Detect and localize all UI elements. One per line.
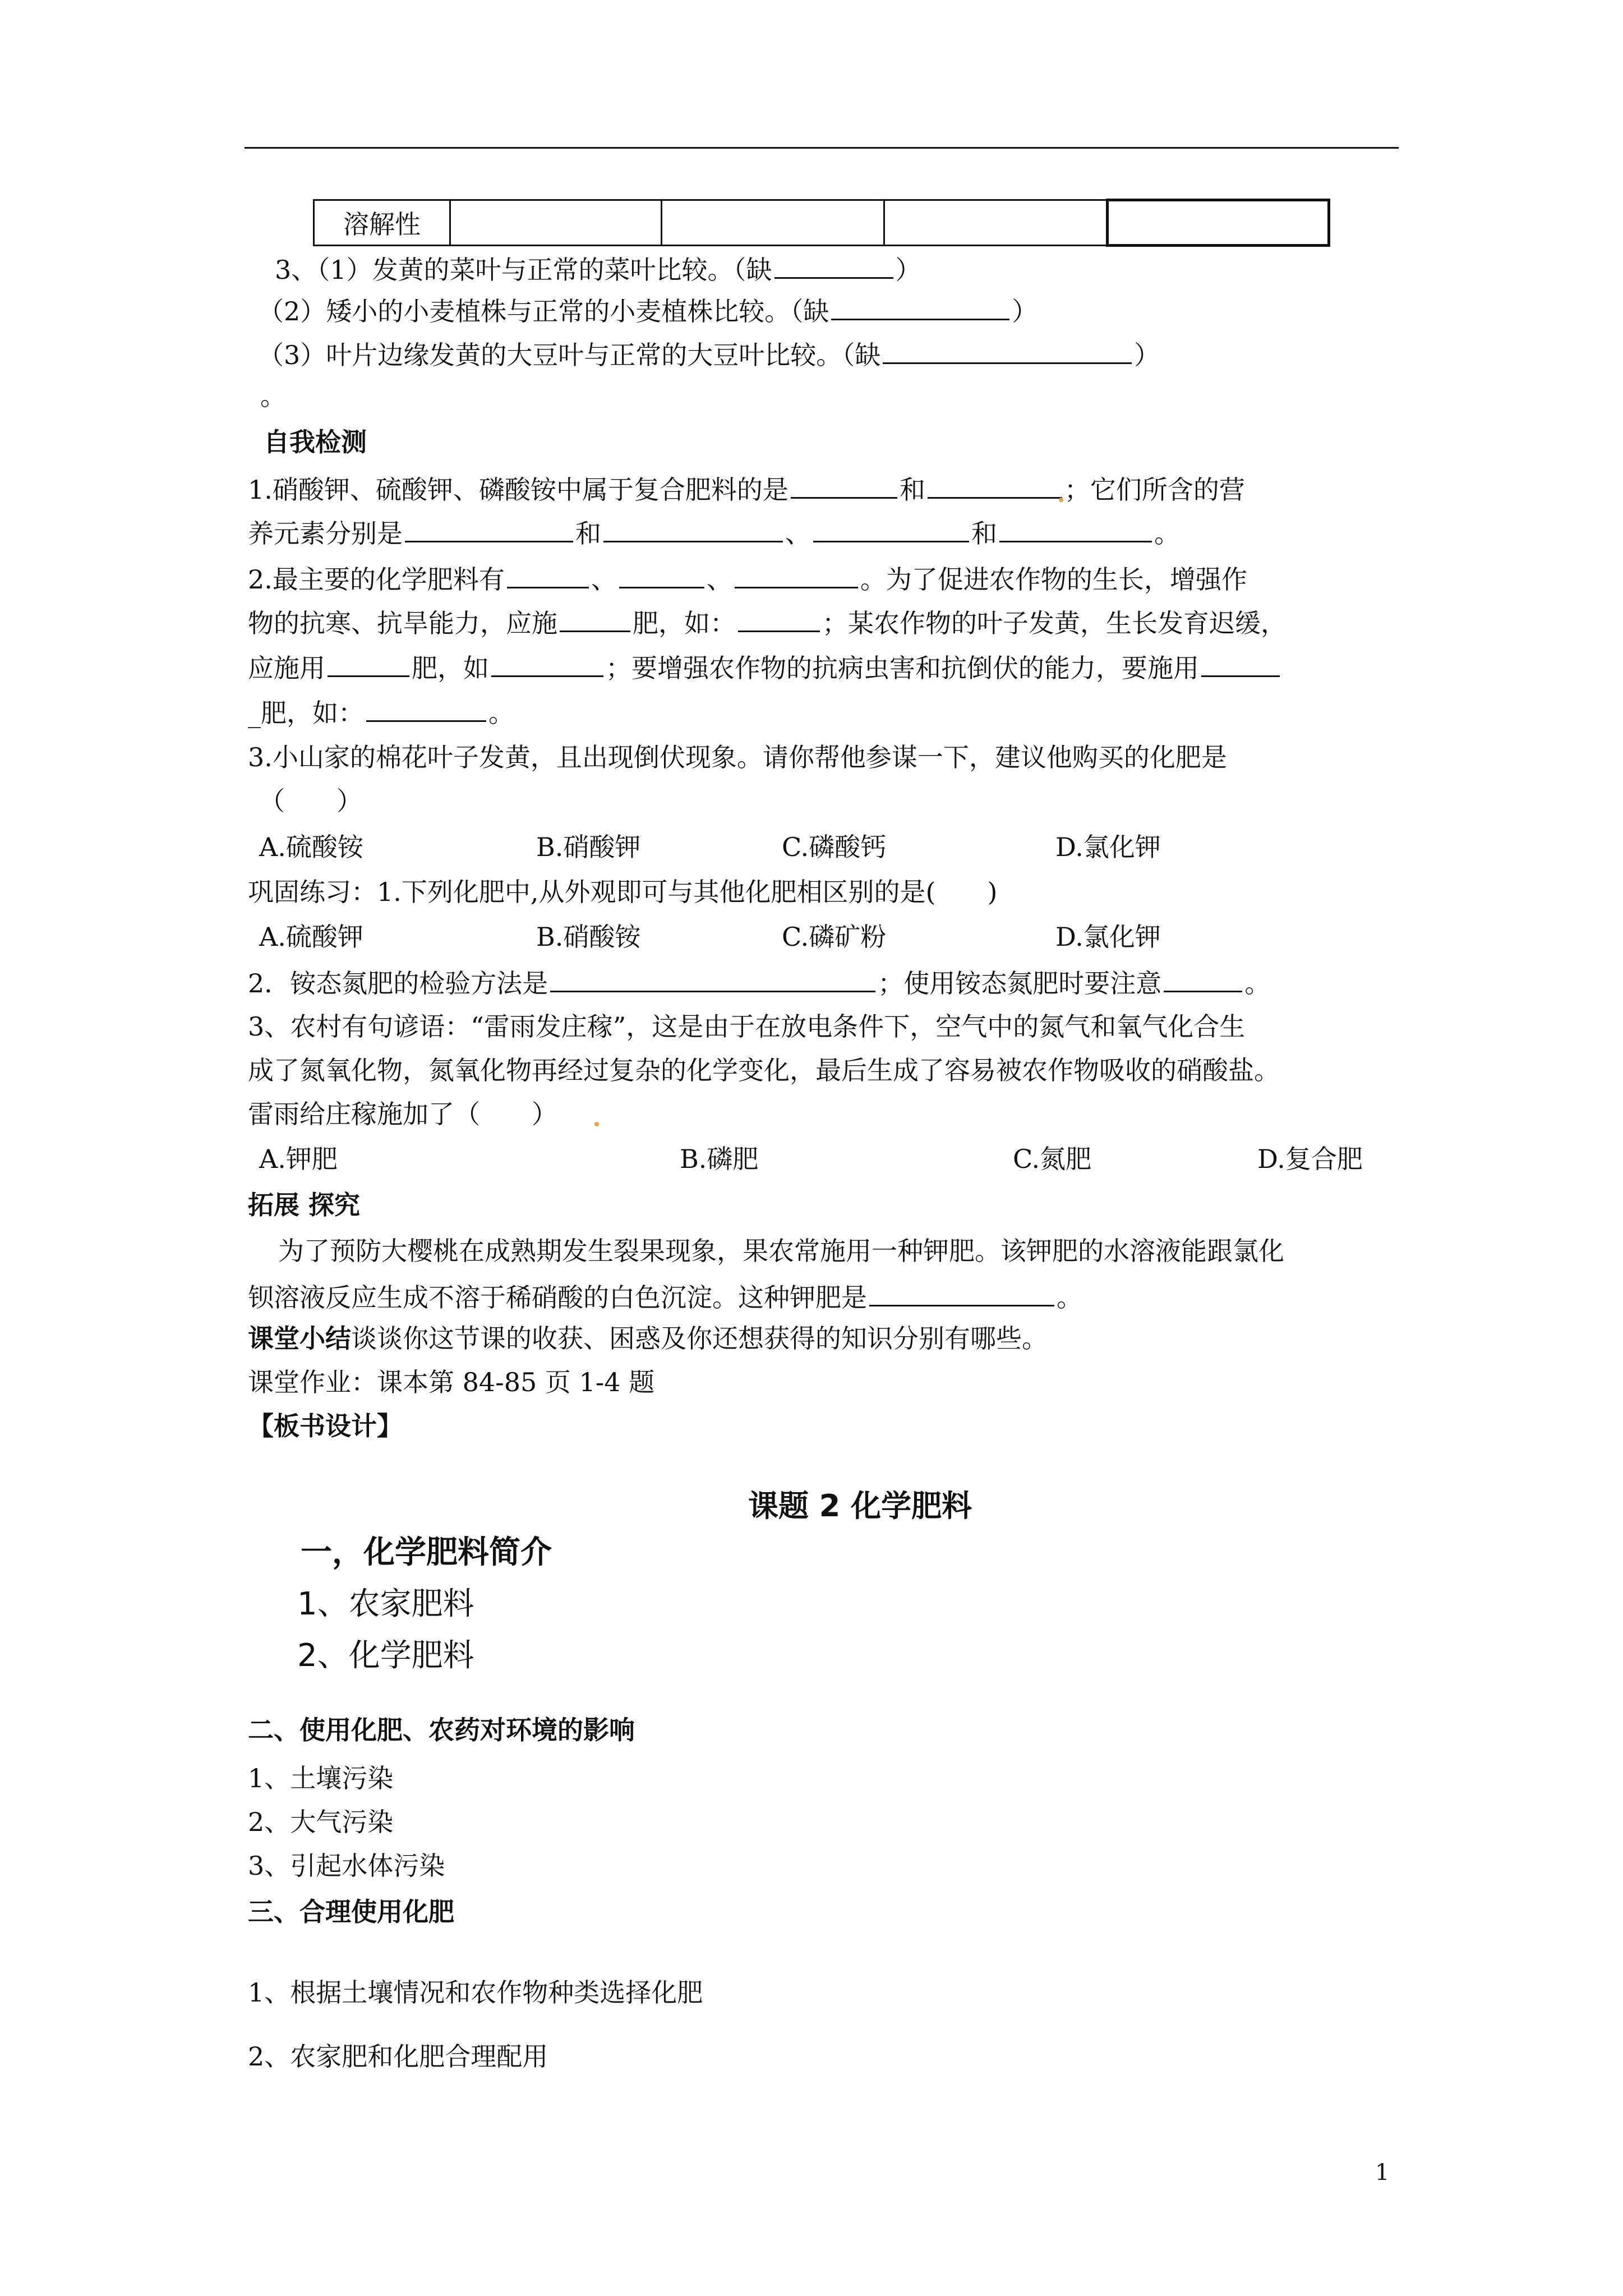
deficiency-q1: 3、（1）发黄的菜叶与正常的菜叶比较。（缺 ）: [275, 251, 921, 287]
option-b[interactable]: B.硝酸铵: [536, 922, 641, 952]
option-d[interactable]: D.复合肥: [1257, 1144, 1363, 1174]
option-c[interactable]: C.磷酸钙: [782, 832, 887, 862]
answer-blank[interactable]: [813, 515, 969, 542]
stray-mark: [1059, 498, 1063, 502]
extension-line2: 钡溶液反应生成不溶于稀硝酸的白色沉淀。这种钾肥是 。: [248, 1279, 1082, 1314]
table-cell-blank: [450, 200, 662, 246]
option-b[interactable]: B.磷肥: [680, 1144, 759, 1174]
self-test-p1-line2: 养元素分别是 和 、 和 。: [248, 515, 1180, 550]
section-heading-self-test: 自我检测: [264, 427, 367, 457]
board-item: 1、土壤污染: [248, 1763, 394, 1793]
practice-q2: 2．铵态氮肥的检验方法是 ；使用铵态氮肥时要注意 。: [248, 965, 1270, 1000]
answer-blank[interactable]: [883, 337, 1132, 364]
board-section-3: 三、合理使用化肥: [248, 1897, 454, 1927]
board-design-heading: 【板书设计】: [248, 1411, 403, 1441]
board-item: 2、大气污染: [248, 1807, 394, 1837]
practice-q3-line2: 成了氮氧化物，氮氧化物再经过复杂的化学变化，最后生成了容易被农作物吸收的硝酸盐。: [248, 1055, 1280, 1085]
self-test-p3-line2: （ ）: [259, 786, 362, 816]
table-cell-blank: [884, 200, 1108, 246]
option-a[interactable]: A.硫酸钾: [259, 922, 363, 952]
answer-blank[interactable]: [560, 605, 630, 632]
practice-q1: 巩固练习：1.下列化肥中,从外观即可与其他化肥相区别的是( ): [248, 877, 998, 907]
table-cell-blank: [662, 200, 884, 246]
option-d[interactable]: D.氯化钾: [1055, 922, 1161, 952]
header-rule: [245, 147, 1399, 149]
answer-blank[interactable]: [1164, 965, 1242, 992]
homework: 课堂作业：课本第 84-85 页 1-4 题: [248, 1367, 655, 1397]
answer-blank[interactable]: [791, 471, 897, 499]
self-test-p2-line4: _肥，如： 。: [248, 694, 514, 730]
answer-blank[interactable]: [869, 1279, 1054, 1306]
deficiency-q3: （3）叶片边缘发黄的大豆叶与正常的大豆叶比较。（缺 ）: [258, 337, 1160, 372]
self-test-p2-line3: 应施用 肥，如 ；要增强农作物的抗病虫害和抗倒伏的能力，要施用: [248, 650, 1282, 685]
deficiency-end: 。: [260, 381, 286, 411]
option-c[interactable]: C.磷矿粉: [782, 922, 887, 952]
board-item: 2、化学肥料: [297, 1637, 474, 1674]
practice-q3-line1: 3、农村有句谚语：“雷雨发庄稼”，这是由于在放电条件下，空气中的氮气和氧气化合生: [248, 1011, 1246, 1042]
answer-blank[interactable]: [328, 650, 409, 677]
answer-blank[interactable]: [550, 965, 875, 992]
board-section-2: 二、使用化肥、农药对环境的影响: [248, 1715, 635, 1745]
answer-blank[interactable]: [1201, 650, 1280, 677]
option-a[interactable]: A.钾肥: [259, 1144, 338, 1174]
option-d[interactable]: D.氯化钾: [1055, 832, 1161, 862]
table-cell-blank: [1108, 200, 1329, 246]
answer-blank[interactable]: [507, 561, 589, 588]
table-cell-label: 溶解性: [314, 200, 450, 246]
answer-blank[interactable]: [619, 561, 704, 588]
board-section-1: 一，化学肥料简介: [301, 1534, 552, 1571]
answer-blank[interactable]: [774, 251, 893, 279]
stray-mark: [594, 1122, 599, 1126]
extension-line1: 为了预防大樱桃在成熟期发生裂果现象，果农常施用一种钾肥。该钾肥的水溶液能跟氯化: [278, 1236, 1284, 1266]
answer-blank[interactable]: [831, 293, 1009, 320]
self-test-p2-line2: 物的抗寒、抗旱能力，应施 肥，如： ；某农作物的叶子发黄，生长发育迟缓，: [248, 605, 1287, 640]
answer-blank[interactable]: [928, 471, 1062, 499]
answer-blank[interactable]: [366, 694, 486, 722]
solubility-table: [313, 199, 1330, 247]
board-item: 2、农家肥和化肥合理配用: [248, 2041, 548, 2072]
answer-blank[interactable]: [603, 515, 783, 542]
board-item: 1、根据土壤情况和农作物种类选择化肥: [248, 1977, 703, 2008]
table-row: [314, 200, 1329, 246]
answer-blank[interactable]: [738, 605, 820, 632]
option-c[interactable]: C.氮肥: [1013, 1144, 1092, 1174]
deficiency-q2: （2）矮小的小麦植株与正常的小麦植株比较。（缺 ）: [258, 293, 1038, 328]
self-test-p3-line1: 3.小山家的棉花叶子发黄，且出现倒伏现象。请你帮他参谋一下，建议他购买的化肥是: [248, 742, 1227, 772]
option-a[interactable]: A.硫酸铵: [259, 832, 363, 862]
self-test-p1-line1: 1.硝酸钾、硫酸钾、磷酸铵中属于复合肥料的是 和 ；它们所含的营: [248, 471, 1245, 507]
board-item: 3、引起水体污染: [248, 1851, 445, 1881]
answer-blank[interactable]: [405, 515, 573, 542]
class-summary: 课堂小结谈谈你这节课的收获、困惑及你还想获得的知识分别有哪些。: [248, 1323, 1048, 1354]
answer-blank[interactable]: [735, 561, 858, 588]
section-heading-extension: 拓展 探究: [248, 1190, 361, 1220]
page-number: 1: [1375, 2160, 1390, 2185]
option-b[interactable]: B.硝酸钾: [536, 832, 641, 862]
answer-blank[interactable]: [491, 650, 603, 677]
board-item: 1、农家肥料: [297, 1586, 474, 1622]
practice-q3-line3: 雷雨给庄稼施加了（ ）: [248, 1099, 557, 1129]
answer-blank[interactable]: [999, 515, 1152, 542]
board-title: 课题 2 化学肥料: [748, 1488, 972, 1524]
self-test-p2-line1: 2.最主要的化学肥料有 、 、 。为了促进农作物的生长，增强作: [248, 561, 1247, 596]
